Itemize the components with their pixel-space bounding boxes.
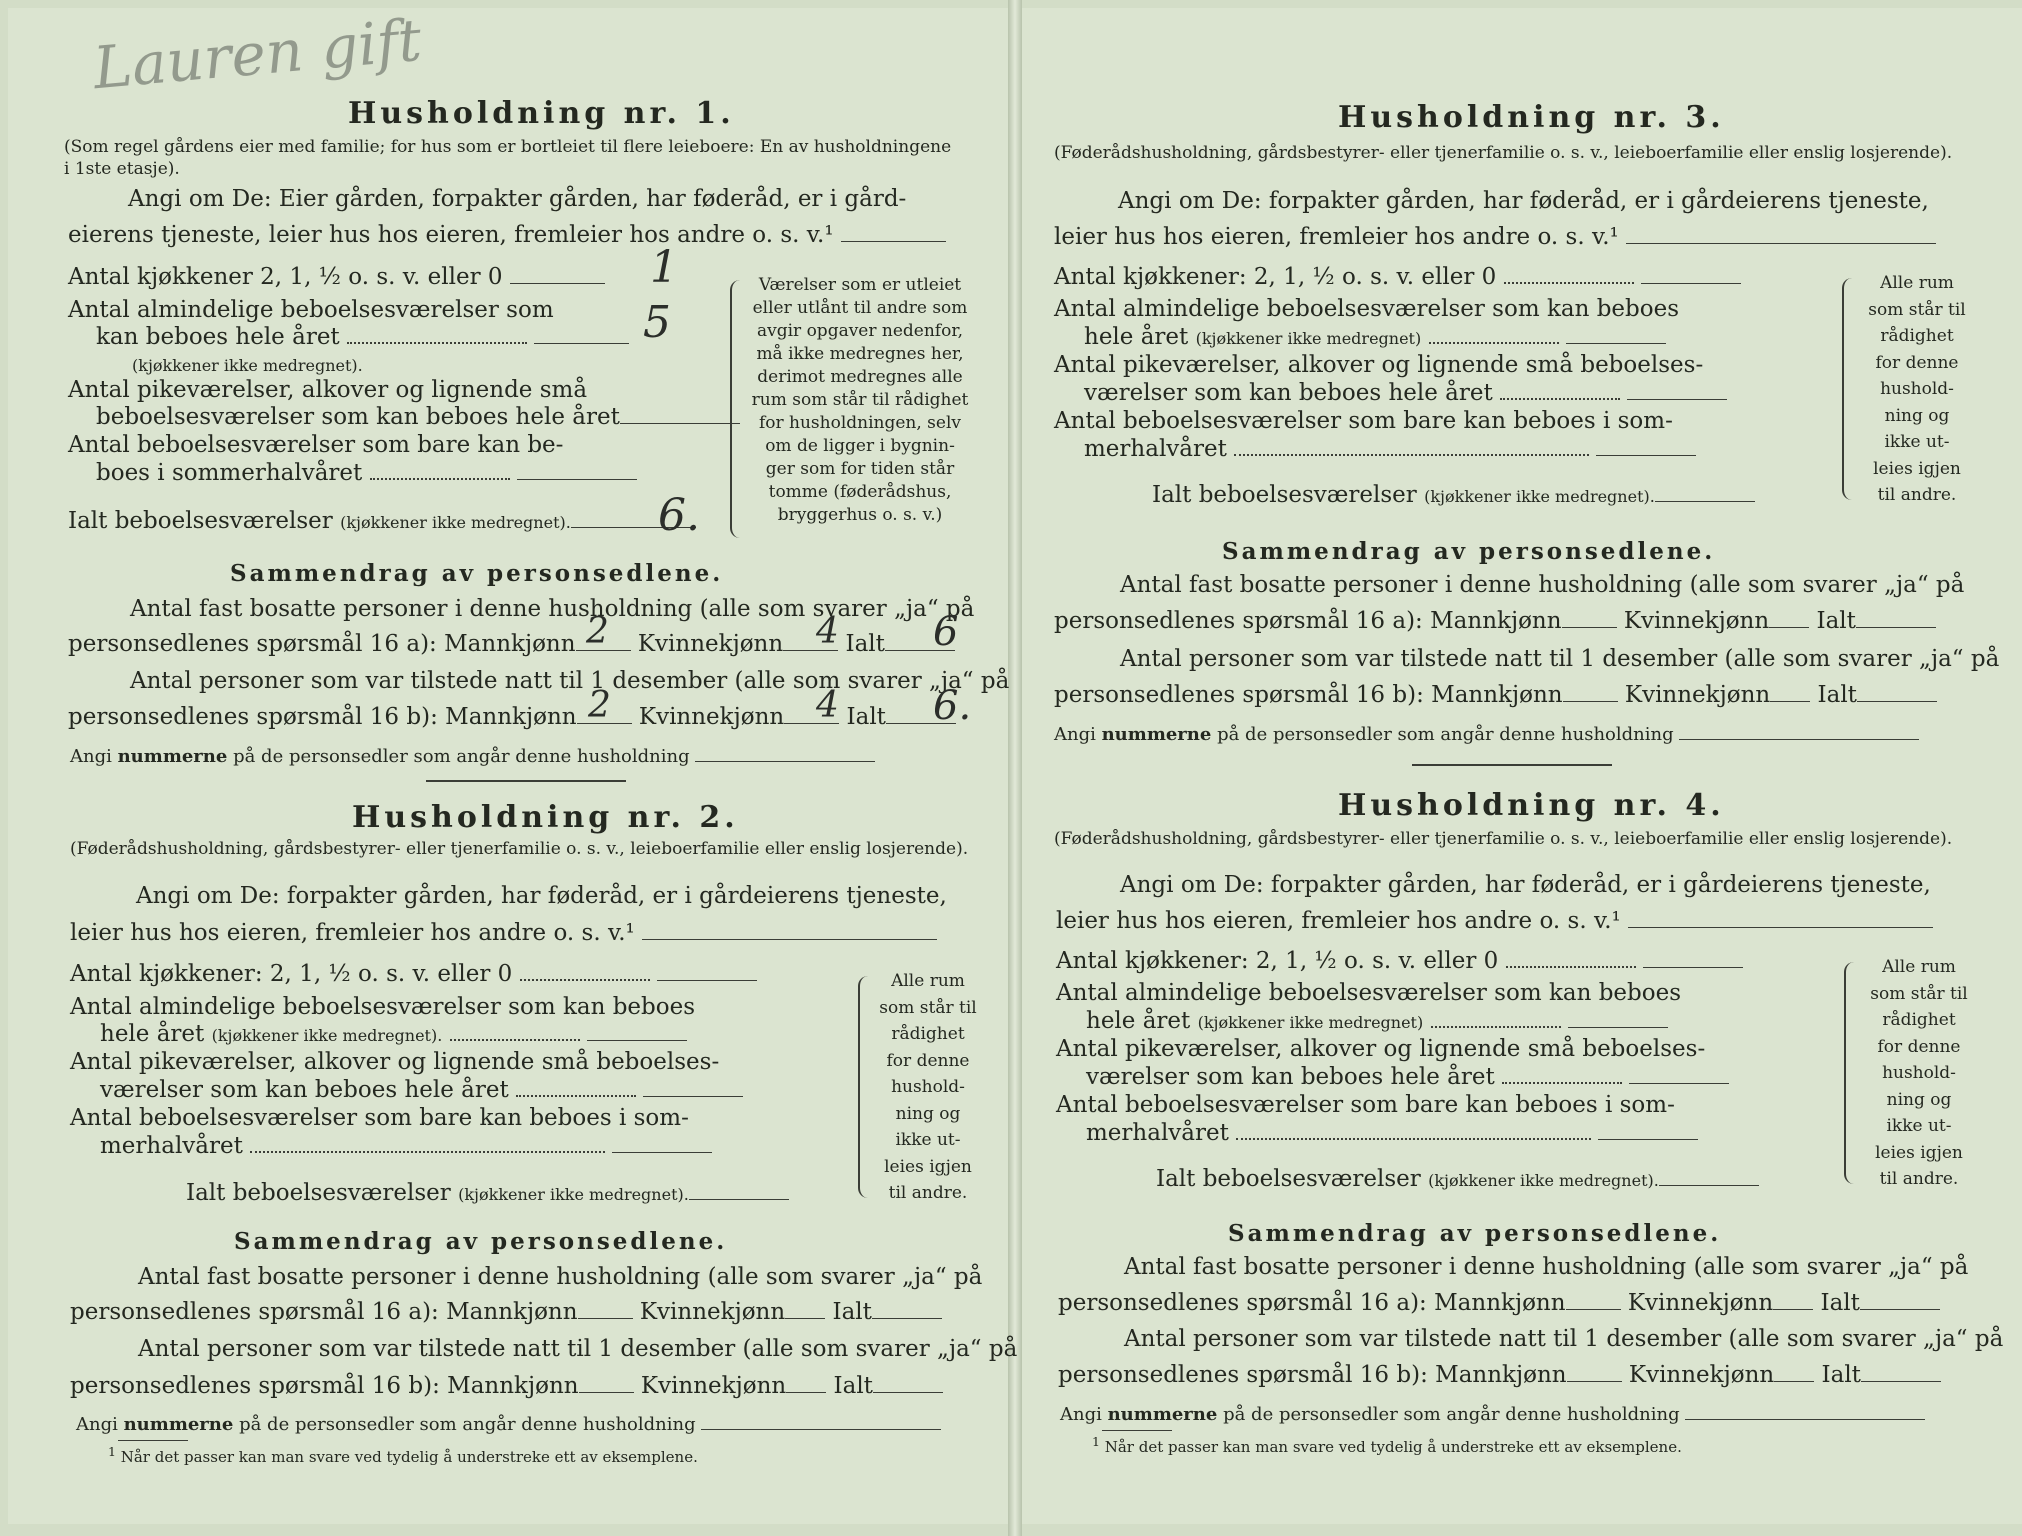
footnote: $^1$ Når det passer kan man svare ved tydelig å understreke ett av eksemplene. (108, 1444, 698, 1466)
total-rooms-row: Ialt beboelsesværelser (kjøkkener ikke medregnet). (186, 1180, 789, 1206)
ask-line-1: Angi om De: Eier gården, forpakter gården, har føderåd, er i gård- (128, 186, 907, 212)
angi-numbers-line: Angi nummerne på de personsedler som angår denne husholdning (70, 746, 875, 767)
summary-line-2: personsedlenes spørsmål 16 a): Mannkjønn Kvinnekjønn Ialt (1054, 608, 1936, 634)
summary-line-2: personsedlenes spørsmål 16 a): Mannkjønn Kvinnekjønn Ialt (70, 1299, 942, 1325)
summary-title: Sammendrag av personsedlene. (230, 560, 724, 587)
maid-rooms-row-a: Antal pikeværelser, alkover og lignende små beboelses- (1056, 1036, 1706, 1062)
rooms-row-a: Antal almindelige beboelsesværelser som (68, 297, 554, 323)
rooms-row-b: kan beboes hele året (96, 324, 629, 350)
maid-rooms-row-b: beboelsesværelser som kan beboes hele året (96, 404, 740, 430)
summary-line-3: Antal personer som var tilstede natt til 1 desember (alle som svarer „ja“ på (1120, 646, 2000, 672)
summary-line-3: Antal personer som var tilstede natt til 1 desember (alle som svarer „ja“ på (130, 668, 1010, 694)
ask-line-2: leier hus hos eieren, fremleier hos andre o. s. v.¹ (70, 920, 937, 946)
angi-numbers-line: Angi nummerne på de personsedler som angår denne husholdning (76, 1414, 941, 1435)
kitchens-row: Antal kjøkkener: 2, 1, ½ o. s. v. eller 0 (1056, 948, 1743, 974)
household-note: (Som regel gårdens eier med familie; for hus som er bortleiet til flere leieboere: En av husholdningene i 1ste etasje). (64, 137, 952, 179)
summary-line-1: Antal fast bosatte personer i denne husholdning (alle som svarer „ja“ på (138, 1264, 983, 1290)
summary-line-4: personsedlenes spørsmål 16 b): Mannkjønn Kvinnekjønn Ialt (68, 704, 956, 730)
ask-line-2: leier hus hos eieren, fremleier hos andre o. s. v.¹ (1054, 224, 1936, 250)
summer-rooms-row-a: Antal beboelsesværelser som bare kan beboes i som- (70, 1105, 689, 1131)
household-title: Husholdning nr. 3. (1338, 100, 1725, 135)
left-page (8, 5, 1018, 1524)
summary-title: Sammendrag av personsedlene. (234, 1228, 728, 1255)
side-note: Alle rum som står til rådighet for denne hushold- ning og ikke ut- leies igjen til andre. (1868, 273, 1966, 505)
kitchens-value: 1 (650, 242, 678, 293)
rooms-row-b: hele året (kjøkkener ikke medregnet) (1086, 1008, 1668, 1034)
summer-rooms-row-b: merhalvåret (1084, 436, 1696, 462)
summer-rooms-row-b: merhalvåret (1086, 1120, 1698, 1146)
summary-line-1: Antal fast bosatte personer i denne husholdning (alle som svarer „ja“ på (130, 596, 975, 622)
angi-numbers-line: Angi nummerne på de personsedler som angår denne husholdning (1054, 724, 1919, 745)
maid-rooms-row-b: værelser som kan beboes hele året (1084, 380, 1727, 406)
maid-rooms-row-a: Antal pikeværelser, alkover og lignende små beboelses- (1054, 352, 1704, 378)
page-fold (1008, 0, 1022, 1536)
angi-numbers-line: Angi nummerne på de personsedler som angår denne husholdning (1060, 1404, 1925, 1425)
summary-line-1: Antal fast bosatte personer i denne husholdning (alle som svarer „ja“ på (1124, 1254, 1969, 1280)
summary-line-4: personsedlenes spørsmål 16 b): Mannkjønn Kvinnekjønn Ialt (1058, 1362, 1941, 1388)
footnote-rule (118, 1440, 188, 1441)
kitchens-row: Antal kjøkkener: 2, 1, ½ o. s. v. eller 0 (1054, 264, 1741, 290)
rooms-row-b: hele året (kjøkkener ikke medregnet). (100, 1021, 687, 1047)
summer-rooms-row-a: Antal beboelsesværelser som bare kan be- (68, 432, 564, 458)
rooms-row-a: Antal almindelige beboelsesværelser som kan beboes (70, 994, 696, 1020)
rooms-row-b: hele året (kjøkkener ikke medregnet) (1084, 324, 1666, 350)
summary-line-2: personsedlenes spørsmål 16 a): Mannkjønn Kvinnekjønn Ialt (1058, 1290, 1940, 1316)
ask-line-2: eierens tjeneste, leier hus hos eieren, fremleier hos andre o. s. v.¹ (68, 222, 946, 248)
summary-line-3: Antal personer som var tilstede natt til 1 desember (alle som svarer „ja“ på (1124, 1326, 2004, 1352)
right-page (1022, 8, 2022, 1524)
ask-line-2: leier hus hos eieren, fremleier hos andre o. s. v.¹ (1056, 908, 1933, 934)
household-title: Husholdning nr. 2. (352, 800, 739, 835)
rooms-value: 5 (643, 297, 671, 348)
household-note: (Føderådshusholdning, gårdsbestyrer- eller tjenerfamilie o. s. v., leieboerfamilie eller enslig losjerende). (1054, 143, 1953, 163)
kitchens-row: Antal kjøkkener 2, 1, ½ o. s. v. eller 0 (68, 264, 605, 290)
maid-rooms-row-a: Antal pikeværelser, alkover og lignende små (68, 377, 588, 403)
summer-rooms-row-a: Antal beboelsesværelser som bare kan beboes i som- (1056, 1092, 1675, 1118)
side-note: Alle rum som står til rådighet for denne hushold- ning og ikke ut- leies igjen til andre. (879, 971, 977, 1203)
side-note: Alle rum som står til rådighet for denne hushold- ning og ikke ut- leies igjen til andre. (1870, 957, 1968, 1189)
total-rooms-row: Ialt beboelsesværelser (kjøkkener ikke medregnet). (1156, 1166, 1759, 1192)
household-note: (Føderådshusholdning, gårdsbestyrer- eller tjenerfamilie o. s. v., leieboerfamilie eller enslig losjerende). (1054, 829, 1953, 849)
household-title: Husholdning nr. 4. (1338, 788, 1725, 823)
side-note: Værelser som er utleiet eller utlånt til andre som avgir opgaver nedenfor, må ikke medregnes her, derimot medregnes alle rum som står til rådighet for husholdningen, selv om de ligger i bygnin- ger som for tiden står tomme (føderådshus, bryggerhus o. s. v.) (751, 275, 969, 525)
footnote-rule (1102, 1430, 1172, 1431)
separator (1412, 764, 1612, 766)
total-rooms-row: Ialt beboelsesværelser (kjøkkener ikke medregnet). (1152, 482, 1755, 508)
resident-female-value: 4 (816, 611, 839, 652)
summary-line-1: Antal fast bosatte personer i denne husholdning (alle som svarer „ja“ på (1120, 572, 1965, 598)
resident-total-value: 6 (933, 609, 959, 655)
present-male-value: 2 (588, 685, 611, 726)
rooms-row-a: Antal almindelige beboelsesværelser som kan beboes (1056, 980, 1682, 1006)
maid-rooms-row-a: Antal pikeværelser, alkover og lignende små beboelses- (70, 1049, 720, 1075)
maid-rooms-row-b: værelser som kan beboes hele året (1086, 1064, 1729, 1090)
summary-line-2: personsedlenes spørsmål 16 a): Mannkjønn Kvinnekjønn Ialt (68, 631, 955, 657)
summer-rooms-row-b: boes i sommerhalvåret (96, 460, 637, 486)
rooms-row-a: Antal almindelige beboelsesværelser som kan beboes (1054, 296, 1680, 322)
summer-rooms-row-a: Antal beboelsesværelser som bare kan beboes i som- (1054, 408, 1673, 434)
footnote: $^1$ Når det passer kan man svare ved tydelig å understreke ett av eksemplene. (1092, 1434, 1682, 1456)
maid-rooms-row-b: værelser som kan beboes hele året (100, 1077, 743, 1103)
kitchens-row: Antal kjøkkener: 2, 1, ½ o. s. v. eller 0 (70, 961, 757, 987)
household-title: Husholdning nr. 1. (348, 96, 735, 131)
ask-line-1: Angi om De: forpakter gården, har føderåd, er i gårdeierens tjeneste, (1120, 872, 1931, 898)
resident-male-value: 2 (586, 611, 609, 652)
present-female-value: 4 (816, 685, 839, 726)
summary-line-4: personsedlenes spørsmål 16 b): Mannkjønn Kvinnekjønn Ialt (70, 1373, 943, 1399)
household-note: (Føderådshusholdning, gårdsbestyrer- eller tjenerfamilie o. s. v., leieboerfamilie eller enslig losjerende). (70, 839, 969, 859)
summary-title: Sammendrag av personsedlene. (1228, 1220, 1722, 1247)
ask-line-1: Angi om De: forpakter gården, har føderåd, er i gårdeierens tjeneste, (136, 883, 947, 909)
summer-rooms-row-b: merhalvåret (100, 1133, 712, 1159)
total-rooms-row: Ialt beboelsesværelser (kjøkkener ikke medregnet). (68, 508, 696, 534)
summary-line-4: personsedlenes spørsmål 16 b): Mannkjønn Kvinnekjønn Ialt (1054, 682, 1937, 708)
summary-line-3: Antal personer som var tilstede natt til 1 desember (alle som svarer „ja“ på (138, 1336, 1018, 1362)
separator (426, 780, 626, 782)
total-rooms-value: 6. (658, 490, 700, 541)
handwritten-note: Lauren gift (90, 5, 425, 103)
rooms-note: (kjøkkener ikke medregnet). (132, 356, 363, 375)
summary-title: Sammendrag av personsedlene. (1222, 538, 1716, 565)
ask-line-1: Angi om De: forpakter gården, har føderåd, er i gårdeierens tjeneste, (1118, 188, 1929, 214)
present-total-value: 6. (933, 683, 972, 729)
